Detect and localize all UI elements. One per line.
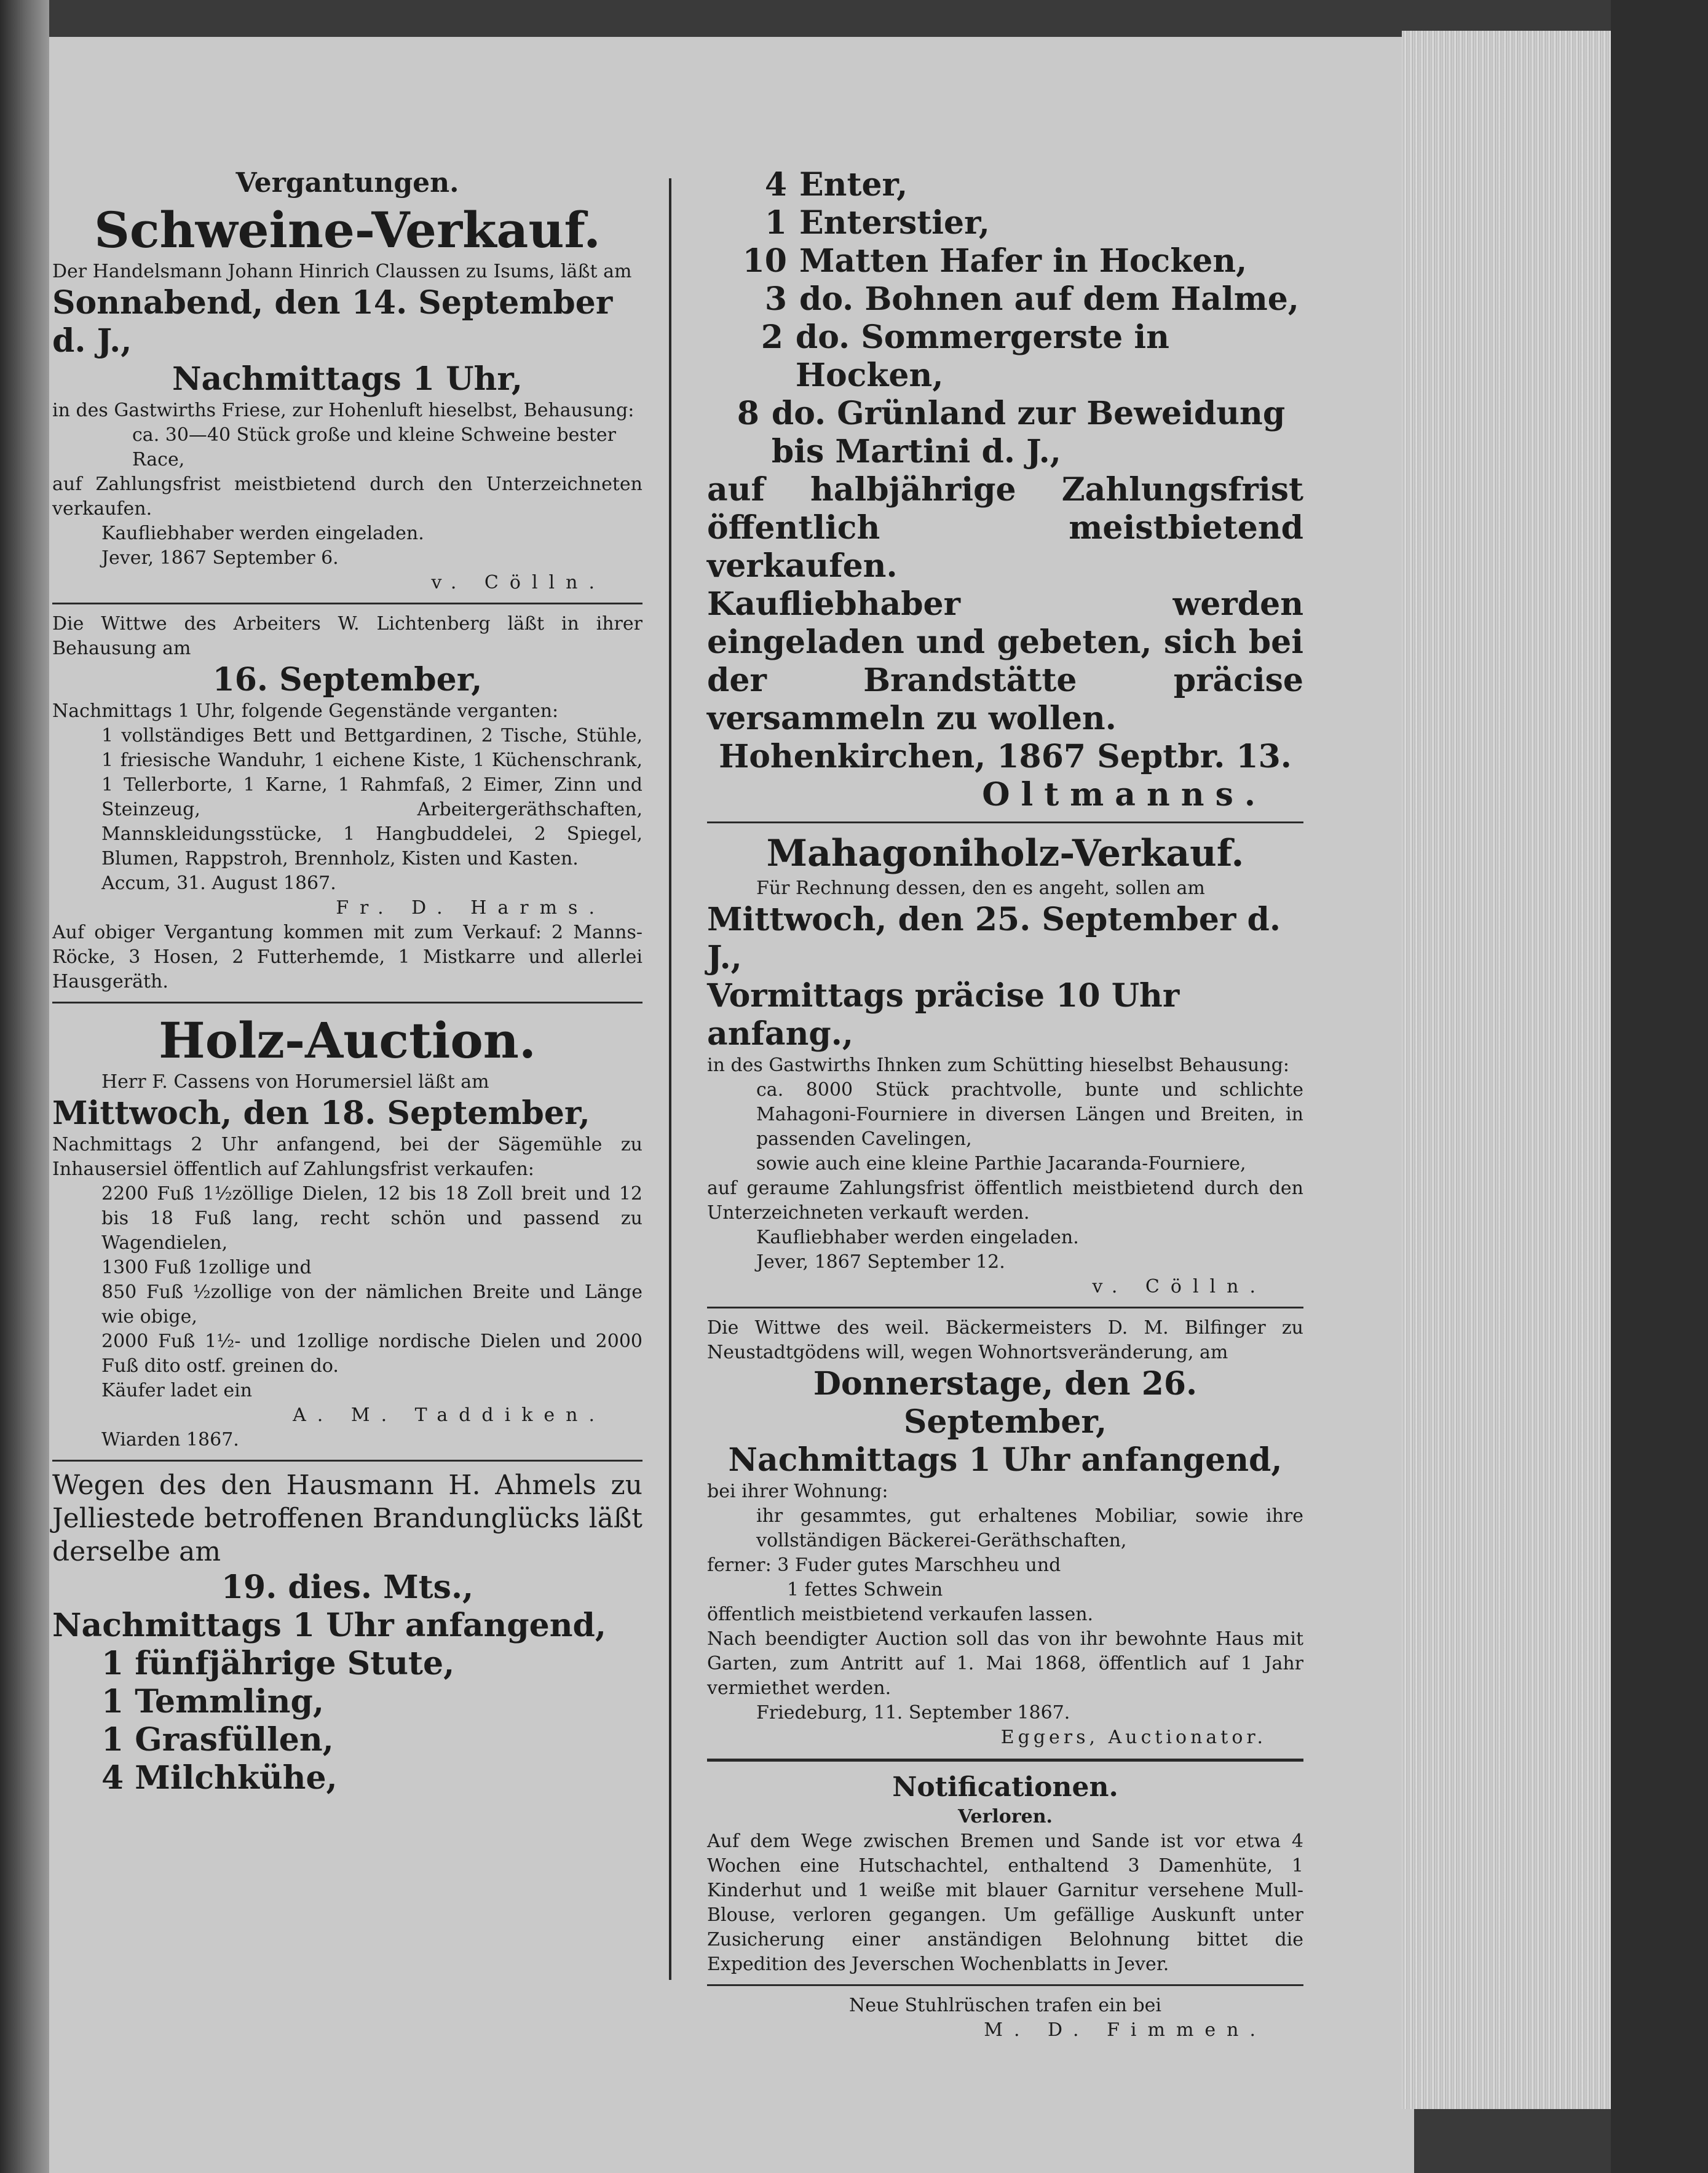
ad6-place: bei ihrer Wohnung: xyxy=(707,1481,888,1502)
title-schweine-verkauf: Schweine-Verkauf. xyxy=(94,201,601,259)
ad5-time: Vormittags präcise 10 Uhr anfang., xyxy=(707,977,1180,1053)
cont-item-row xyxy=(707,166,1303,204)
ad3-intro: Herr F. Cassens von Horumersiel läßt am xyxy=(101,1071,489,1093)
ad5-item-2: sowie auch eine kleine Parthie Jacaranda-Fourniere, xyxy=(756,1153,1246,1174)
ad2-items: 1 vollständiges Bett und Bettgardinen, 2 Tische, Stühle, 1 friesische Wanduhr, 1 eichene Kiste, 1 Küchenschrank, 1 Tellerborte, 1 Karne, 1 Rahmfaß, 2 Eimer, Zinn und Steinzeug, Arbeitergeräthschaften, Mannskleidungsstücke, 1 Hangbuddelei, 2 Spiegel, Blumen, Rappstroh, Brennholz, Kisten und Kasten. xyxy=(101,725,642,869)
ad6-signature: Eggers, Auctionator. xyxy=(1000,1727,1267,1748)
cont-item-count: 2 xyxy=(761,319,783,356)
ad6-intro: Die Wittwe des weil. Bäckermeisters D. M. Bilfinger zu Neustadtgödens will, wegen Wohnortsveränderung, am xyxy=(707,1317,1303,1363)
ad4-text: Wegen des den Hausmann H. Ahmels zu Jelliestede betroffenen Brandunglücks läßt derselbe am xyxy=(52,1470,642,1567)
title-mahagoniholz-verkauf: Mahagoniholz-Verkauf. xyxy=(766,832,1244,875)
separator xyxy=(707,1307,1303,1308)
ad5-invite: Kaufliebhaber werden eingeladen. xyxy=(756,1227,1079,1248)
separator xyxy=(707,821,1303,823)
cont-invite: Kaufliebhaber werden eingeladen und gebeten, sich bei der Brandstätte präcise versammeln zu wollen. xyxy=(707,585,1303,737)
cont-terms: auf halbjährige Zahlungsfrist öffentlich meistbietend verkaufen. xyxy=(707,471,1303,585)
left-column xyxy=(52,166,642,1797)
ad1-date: Sonnabend, den 14. September d. J., xyxy=(52,284,613,360)
ad6-item-3: 1 fettes Schwein xyxy=(787,1579,943,1601)
ad1-dateline: Jever, 1867 September 6. xyxy=(101,547,339,569)
section-heading-notificationen: Notificationen. xyxy=(892,1771,1118,1803)
ad1-time: Nachmittags 1 Uhr, xyxy=(172,360,523,398)
ad5-intro: Für Rechnung dessen, den es angeht, sollen am xyxy=(756,877,1205,899)
cont-item-row xyxy=(707,280,1303,319)
ad6-date: Donnerstage, den 26. September, xyxy=(813,1365,1198,1441)
separator xyxy=(52,603,642,604)
cont-item-row xyxy=(707,242,1303,280)
ad3-dateline: Wiarden 1867. xyxy=(101,1429,239,1451)
subheading-verloren: Verloren. xyxy=(958,1806,1053,1827)
ad1-item: ca. 30—40 Stück große und kleine Schweine bester Race, xyxy=(132,424,616,470)
cont-item-count: 3 xyxy=(764,280,787,318)
ad3-buyers: Käufer ladet ein xyxy=(101,1380,253,1401)
scan-background xyxy=(1611,0,1708,2173)
cont-item-row xyxy=(707,395,1303,471)
ad3-item-1: 2200 Fuß 1½zöllige Dielen, 12 bis 18 Zoll breit und 12 bis 18 Fuß lang, recht schön und passend zu Wagendielen, xyxy=(101,1183,642,1254)
ad4-time: Nachmittags 1 Uhr anfangend, xyxy=(52,1607,606,1644)
cont-dateline: Hohenkirchen, 1867 Septbr. 13. xyxy=(719,738,1292,775)
section-heading-vergantungen: Vergantungen. xyxy=(235,167,459,199)
ad1-intro: Der Handelsmann Johann Hinrich Claussen zu Isums, läßt am xyxy=(52,261,632,282)
cont-item-count: 1 xyxy=(764,204,787,242)
separator xyxy=(52,1002,642,1003)
ad5-dateline: Jever, 1867 September 12. xyxy=(756,1251,1005,1273)
ad2-time: Nachmittags 1 Uhr, folgende Gegenstände verganten: xyxy=(52,700,559,722)
cont-item-text: do. Grünland zur Beweidung bis Martini d. J., xyxy=(771,395,1286,470)
ad3-signature: A. M. Taddiken. xyxy=(293,1404,606,1426)
ad5-item-1: ca. 8000 Stück prachtvolle, bunte und schlichte Mahagoni-Fourniere in diversen Längen und Breiten, in passenden Cavelingen, xyxy=(756,1079,1303,1150)
ad3-text: Nachmittags 2 Uhr anfangend, bei der Sägemühle zu Inhausersiel öffentlich auf Zahlungsfrist verkaufen: xyxy=(52,1134,642,1180)
separator xyxy=(52,1460,642,1462)
title-holz-auction: Holz-Auction. xyxy=(159,1011,536,1069)
ad3-item-3: 850 Fuß ½zollige von der nämlichen Breite und Länge wie obige, xyxy=(101,1281,642,1328)
ad2-signature: Fr. D. Harms. xyxy=(336,897,606,919)
ad5-place: in des Gastwirths Ihnken zum Schütting hieselbst Behausung: xyxy=(707,1055,1290,1076)
ad6-item-1: ihr gesammtes, gut erhaltenes Mobiliar, sowie ihre vollständigen Bäckerei-Geräthschaften, xyxy=(756,1505,1303,1551)
cont-item-row xyxy=(707,319,1303,395)
page-edges xyxy=(1402,31,1617,2109)
notice-stuhlrueschen: Neue Stuhlrüschen trafen ein bei xyxy=(848,1995,1161,2016)
cont-item-count: 8 xyxy=(737,395,759,432)
cont-item-count: 10 xyxy=(742,242,787,280)
ad6-note: Nach beendigter Auction soll das von ihr bewohnte Haus mit Garten, zum Antritt auf 1. Mai 1868, öffentlich auf 1 Jahr vermiethet werden. xyxy=(707,1628,1303,1699)
ad1-terms: auf Zahlungsfrist meistbietend durch den Unterzeichneten verkaufen. xyxy=(52,473,642,520)
ad2-note: Auf obiger Vergantung kommen mit zum Verkauf: 2 Manns-Röcke, 3 Hosen, 2 Futterhemde, 1 Mistkarre und allerlei Hausgeräth. xyxy=(52,922,642,992)
ad1-invite: Kaufliebhaber werden eingeladen. xyxy=(101,523,424,544)
ad4-date: 19. dies. Mts., xyxy=(221,1569,474,1606)
cont-item-row xyxy=(707,204,1303,242)
right-column xyxy=(707,166,1303,2043)
column-divider xyxy=(669,178,671,1980)
separator xyxy=(707,1984,1303,1986)
cont-signature: Oltmanns. xyxy=(982,776,1267,813)
ad4-item-2: 1 Temmling, xyxy=(101,1683,324,1720)
cont-item-text: do. Sommergerste in Hocken, xyxy=(795,319,1169,394)
book-gutter xyxy=(0,0,49,2173)
cont-item-text: Enterstier, xyxy=(799,204,990,242)
ad6-terms: öffentlich meistbietend verkaufen lassen. xyxy=(707,1604,1094,1625)
ad3-item-4: 2000 Fuß 1½- und 1zollige nordische Dielen und 2000 Fuß dito ostf. greinen do. xyxy=(101,1331,642,1377)
ad5-terms: auf geraume Zahlungsfrist öffentlich meistbietend durch den Unterzeichneten verkauft werden. xyxy=(707,1178,1303,1224)
ad6-time: Nachmittags 1 Uhr anfangend, xyxy=(728,1441,1283,1479)
ad1-signature: v. Cölln. xyxy=(431,572,606,593)
ad6-item-2: ferner: 3 Fuder gutes Marschheu und xyxy=(707,1554,1061,1576)
ad2-dateline: Accum, 31. August 1867. xyxy=(101,873,336,894)
ad5-signature: v. Cölln. xyxy=(1092,1276,1267,1297)
ad1-place: in des Gastwirths Friese, zur Hohenluft hieselbst, Behausung: xyxy=(52,400,635,421)
ad3-item-2: 1300 Fuß 1zollige und xyxy=(101,1257,312,1278)
cont-item-text: Enter, xyxy=(799,166,908,204)
notice-lost-text: Auf dem Wege zwischen Bremen und Sande ist vor etwa 4 Wochen eine Hutschachtel, enthaltend 3 Damenhüte, 1 Kinderhut und 1 weiße mit blauer Garnitur versehene Mull-Blouse, verloren gegangen. Um gefällige Auskunft unter Zusicherung einer anständigen Belohnung bittet die Expedition des Jeverschen Wochenblatts in Jever. xyxy=(707,1831,1303,1975)
ad6-dateline: Friedeburg, 11. September 1867. xyxy=(756,1702,1070,1724)
ad3-date: Mittwoch, den 18. September, xyxy=(52,1094,590,1132)
cont-item-count: 4 xyxy=(764,166,787,204)
ad4-item-4: 4 Milchkühe, xyxy=(101,1759,338,1797)
notice-signature: M. D. Fimmen. xyxy=(984,2019,1267,2041)
cont-item-text: Matten Hafer in Hocken, xyxy=(799,242,1247,280)
ad4-item-3: 1 Grasfüllen, xyxy=(101,1721,334,1759)
ad2-date: 16. September, xyxy=(212,661,483,699)
ad5-date: Mittwoch, den 25. September d. J., xyxy=(707,901,1281,976)
ad2-intro: Die Wittwe des Arbeiters W. Lichtenberg läßt in ihrer Behausung am xyxy=(52,613,642,659)
ad4-item-1: 1 fünfjährige Stute, xyxy=(101,1645,455,1682)
cont-item-text: do. Bohnen auf dem Halme, xyxy=(799,280,1299,318)
separator xyxy=(707,1759,1303,1762)
